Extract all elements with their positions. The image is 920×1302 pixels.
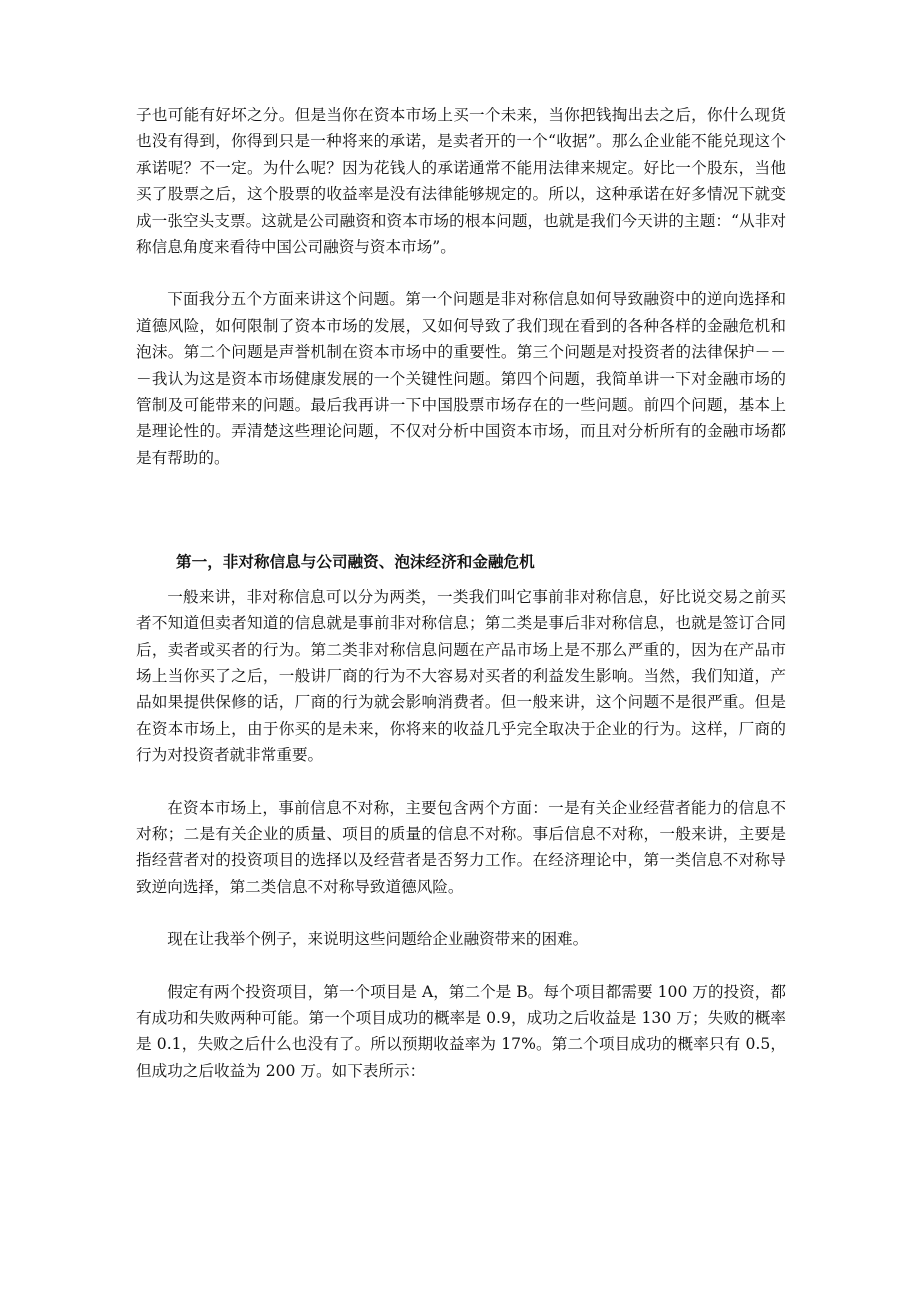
paragraph-continuation: 子也可能有好坏之分。但是当你在资本市场上买一个未来，当你把钱掏出去之后，你什么现货也没有得到，你得到只是一种将来的承诺，是卖者开的一个“收据”。那么企业能不能兑现这个承诺呢？不一定。为什么呢？因为花钱人的承诺通常不能用法律来规定。好比一个股东，当他买了股票之后，这个股票的收益率是没有法律能够规定的。所以，这种承诺在好多情况下就变成一张空头支票。这就是公司融资和资本市场的根本问题，也就是我们今天讲的主题：“从非对称信息角度来看待中国公司融资与资本市场”。 (136, 106, 786, 257)
paragraph-capital-market-asymmetry: 在资本市场上，事前信息不对称，主要包含两个方面：一是有关企业经营者能力的信息不对称；二是有关企业的质量、项目的质量的信息不对称。事后信息不对称，一般来讲，主要是指经营者对的投资项目的选择以及经营者是否努力工作。在经济理论中，第一类信息不对称导致逆向选择，第二类信息不对称导致道德风险。 (136, 798, 786, 896)
document-page (136, 102, 786, 1084)
paragraph-investment-example: 假定有两个投资项目，第一个项目是 A，第二个是 B。每个项目都需要 100 万的投资，都有成功和失败两种可能。第一个项目成功的概率是 0.9，成功之后收益是 130 万；失败的概率是 0.1，失败之后什么也没有了。所以预期收益率为 17%。第二个项目成功的概率只有 0.5，但成功之后收益为 200 万。如下表所示： (136, 982, 786, 1080)
section-heading: 第一，非对称信息与公司融资、泡沫经济和金融危机 (176, 552, 535, 572)
paragraph-outline: 下面我分五个方面来讲这个问题。第一个问题是非对称信息如何导致融资中的逆向选择和道德风险，如何限制了资本市场的发展，又如何导致了我们现在看到的各种各样的金融危机和泡沫。第二个问题是声誉机制在资本市场中的重要性。第三个问题是对投资者的法律保护－－－我认为这是资本市场健康发展的一个关键性问题。第四个问题，我简单讲一下对金融市场的管制及可能带来的问题。最后我再讲一下中国股票市场存在的一些问题。前四个问题，基本上是理论性的。弄清楚这些理论问题，不仅对分析中国资本市场，而且对分析所有的金融市场都是有帮助的。 (136, 290, 786, 467)
paragraph-example-intro: 现在让我举个例子，来说明这些问题给企业融资带来的困难。 (167, 930, 589, 949)
paragraph-asymmetric-info-types: 一般来讲，非对称信息可以分为两类，一类我们叫它事前非对称信息，好比说交易之前买者不知道但卖者知道的信息就是事前非对称信息；第二类是事后非对称信息，也就是签订合同后，卖者或买者的行为。第二类非对称信息问题在产品市场上是不那么严重的，因为在产品市场上当你买了之后，一般讲厂商的行为不大容易对买者的利益发生影响。当然，我们知道，产品如果提供保修的话，厂商的行为就会影响消费者。但一般来讲，这个问题不是很严重。但是在资本市场上，由于你买的是未来，你将来的收益几乎完全取决于企业的行为。这样，厂商的行为对投资者就非常重要。 (136, 587, 786, 765)
